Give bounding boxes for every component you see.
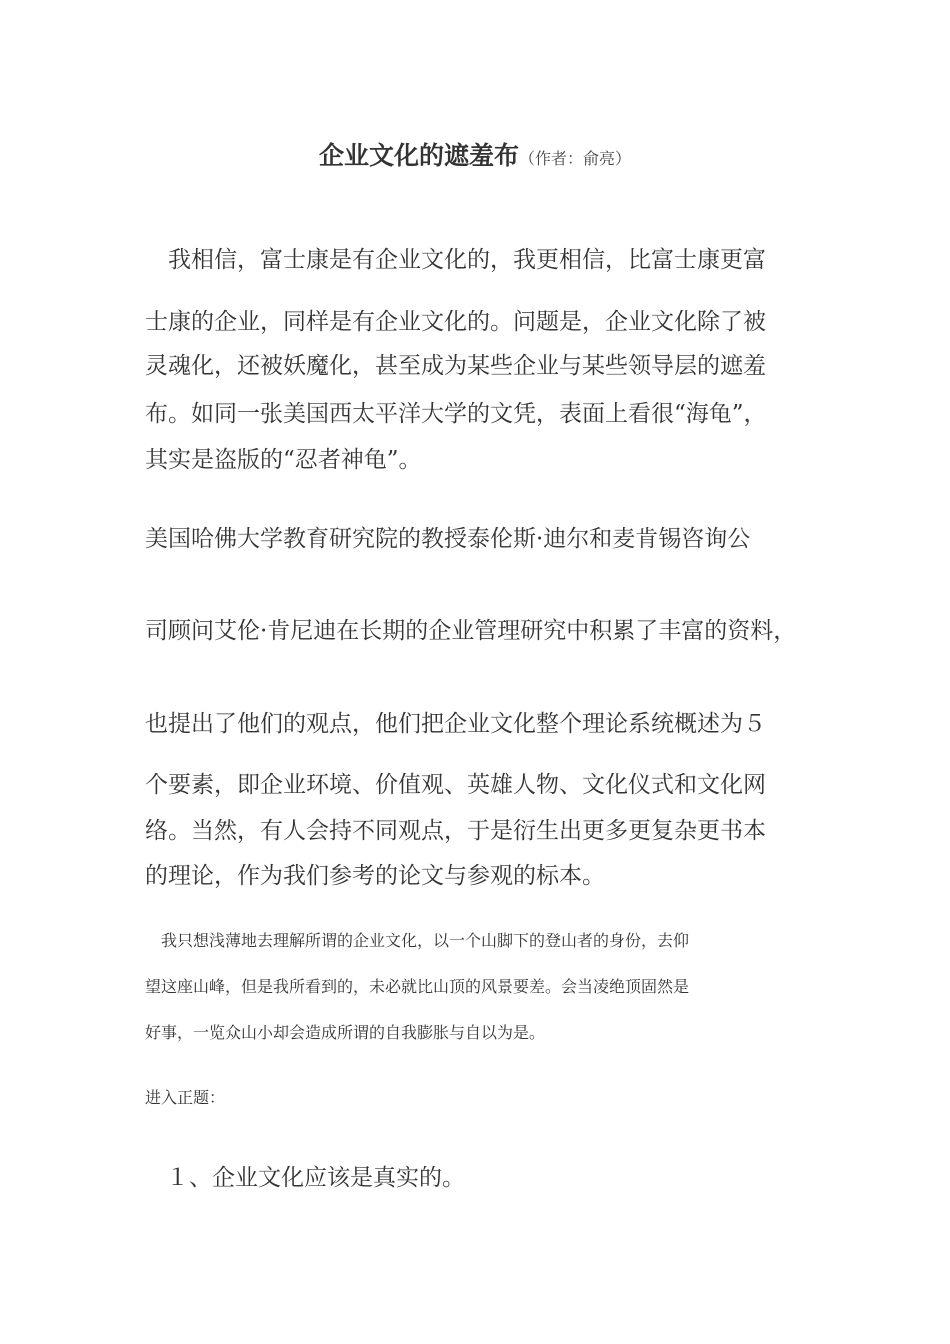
paragraph3-line: 我只想浅薄地去理解所谓的企业文化，以一个山脚下的登山者的身份，去仰 xyxy=(145,931,690,950)
paragraph2-line: 司顾问艾伦·肯尼迪在长期的企业管理研究中积累了丰富的资料， xyxy=(145,618,797,644)
paragraph1-line: 布。如同一张美国西太平洋大学的文凭，表面上看很“海龟”， xyxy=(145,401,767,427)
paragraph1-line: 其实是盗版的“忍者神龟”。 xyxy=(145,447,422,473)
paragraph2-line: 络。当然，有人会持不同观点，于是衍生出更多更复杂更书本 xyxy=(145,818,766,844)
paragraph2-line: 的理论，作为我们参考的论文与参观的标本。 xyxy=(145,863,605,889)
title-text: 企业文化的遮羞布 xyxy=(318,141,519,170)
intro-label: 进入正题： xyxy=(145,1088,226,1107)
section1-heading: １、企业文化应该是真实的。 xyxy=(166,1165,465,1191)
paragraph2-line: 美国哈佛大学教育研究院的教授泰伦斯·迪尔和麦肯锡咨询公 xyxy=(145,526,751,552)
paragraph1-line: 士康的企业，同样是有企业文化的。问题是，企业文化除了被 xyxy=(145,309,766,335)
paragraph3-line: 望这座山峰，但是我所看到的，未必就比山顶的风景要差。会当凌绝顶固然是 xyxy=(145,977,690,996)
paragraph2-line: 个要素，即企业环境、价值观、英雄人物、文化仪式和文化网 xyxy=(145,772,766,798)
paragraph2-line: 也提出了他们的观点，他们把企业文化整个理论系统概述为５ xyxy=(145,711,766,737)
paragraph3-line: 好事，一览众山小却会造成所谓的自我膨胀与自以为是。 xyxy=(145,1023,546,1042)
paragraph1-line: 我相信，富士康是有企业文化的，我更相信，比富士康更富 xyxy=(145,247,766,273)
document-title xyxy=(0,136,950,172)
author-note: （作者：俞亮） xyxy=(519,149,632,168)
paragraph1-line: 灵魂化，还被妖魔化，甚至成为某些企业与某些领导层的遮羞 xyxy=(145,353,766,379)
